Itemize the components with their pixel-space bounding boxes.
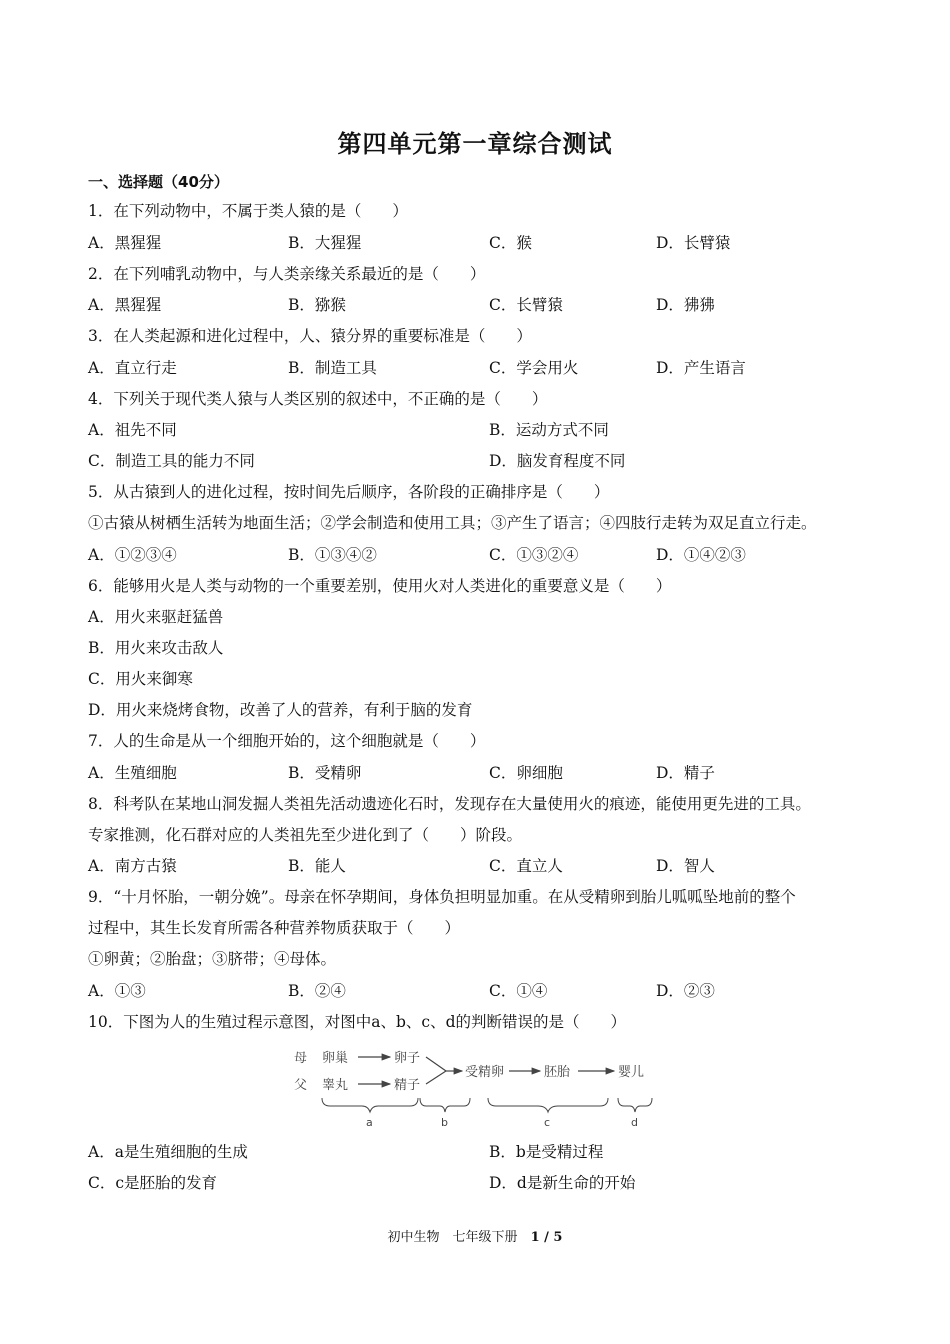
question-2-option-b: B．猕猴: [288, 296, 346, 314]
diagram-brace-c: [488, 1098, 608, 1112]
question-1-option-a: A．黑猩猩: [88, 234, 162, 252]
diagram-sperm-label: 精子: [394, 1078, 421, 1093]
question-7-option-a: A．生殖细胞: [88, 764, 177, 782]
diagram-mother-label: 母: [294, 1051, 308, 1066]
question-4-option-c: C．制造工具的能力不同: [88, 452, 255, 470]
question-7-option-c: C．卵细胞: [489, 764, 563, 782]
question-5-option-d: D．①④②③: [656, 546, 746, 564]
question-8-option-a: A．南方古猿: [88, 857, 177, 875]
question-1-option-c: C．猴: [489, 234, 532, 252]
question-8-stem-line-1: 8．科考队在某地山洞发掘人类祖先活动遗迹化石时，发现存在大量使用火的痕迹，能使用更先进的工具。: [88, 795, 811, 813]
reproduction-process-diagram: [284, 1040, 670, 1132]
diagram-testis-label: 睾丸: [322, 1078, 349, 1093]
question-10-option-b: B．b是受精过程: [489, 1143, 604, 1161]
page-footer: [0, 1226, 950, 1245]
footer-text: 初中生物 七年级下册: [387, 1230, 531, 1245]
question-10-option-d: D．d是新生命的开始: [489, 1174, 636, 1192]
question-6-option-c: C．用火来御寒: [88, 670, 193, 688]
diagram-label-d: d: [631, 1116, 638, 1129]
diagram-ovary-label: 卵巢: [322, 1051, 349, 1066]
question-1-stem: 1．在下列动物中，不属于类人猿的是（ ）: [88, 202, 408, 220]
question-6-option-a: A．用火来驱赶猛兽: [88, 608, 224, 626]
question-3-option-a: A．直立行走: [88, 359, 177, 377]
question-9-stem-line-1: 9．“十月怀胎，一朝分娩”。母亲在怀孕期间，身体负担明显加重。在从受精卵到胎儿呱呱坠地前的整个: [88, 888, 796, 906]
diagram-zygote-label: 受精卵: [465, 1065, 505, 1080]
question-8-stem-line-2: 专家推测，化石群对应的人类祖先至少进化到了（ ）阶段。: [88, 826, 523, 844]
diagram-label-a: a: [366, 1116, 373, 1129]
question-6-option-d: D．用火来烧烤食物，改善了人的营养，有利于脑的发育: [88, 701, 473, 719]
diagram-brace-d: [618, 1098, 652, 1112]
question-3-stem: 3．在人类起源和进化过程中，人、猿分界的重要标准是（ ）: [88, 327, 532, 345]
question-7-stem: 7．人的生命是从一个细胞开始的，这个细胞就是（ ）: [88, 732, 486, 750]
question-9-stem-line-2: 过程中，其生长发育所需各种营养物质获取于（ ）: [88, 919, 461, 937]
question-6-option-b: B．用火来攻击敌人: [88, 639, 224, 657]
section-heading: 一、选择题（40分）: [88, 173, 229, 191]
diagram-embryo-label: 胚胎: [544, 1065, 571, 1080]
question-8-option-b: B．能人: [288, 857, 346, 875]
diagram-merge-bracket: [426, 1057, 446, 1084]
question-6-stem: 6．能够用火是人类与动物的一个重要差别，使用火对人类进化的重要意义是（ ）: [88, 577, 672, 595]
question-2-option-c: C．长臂猿: [489, 296, 563, 314]
question-5-option-b: B．①③④②: [288, 546, 377, 564]
question-1-option-d: D．长臂猿: [656, 234, 731, 252]
page-title: 第四单元第一章综合测试: [337, 130, 613, 158]
diagram-father-label: 父: [294, 1078, 308, 1093]
diagram-brace-b: [420, 1098, 470, 1112]
question-4-option-a: A．祖先不同: [88, 421, 177, 439]
diagram-label-b: b: [441, 1116, 448, 1129]
question-9-option-a: A．①③: [88, 982, 146, 1000]
diagram-baby-label: 婴儿: [618, 1065, 645, 1080]
question-3-option-b: B．制造工具: [288, 359, 377, 377]
question-4-stem: 4．下列关于现代类人猿与人类区别的叙述中，不正确的是（ ）: [88, 390, 548, 408]
question-7-option-d: D．精子: [656, 764, 715, 782]
question-2-option-a: A．黑猩猩: [88, 296, 162, 314]
question-4-option-b: B．运动方式不同: [489, 421, 609, 439]
question-10-option-a: A．a是生殖细胞的生成: [88, 1143, 248, 1161]
question-5-stem: 5．从古猿到人的进化过程，按时间先后顺序，各阶段的正确排序是（ ）: [88, 483, 610, 501]
question-3-option-d: D．产生语言: [656, 359, 746, 377]
question-9-option-d: D．②③: [656, 982, 715, 1000]
question-9-info: ①卵黄；②胎盘；③脐带；④母体。: [88, 950, 337, 968]
diagram-egg-label: 卵子: [394, 1051, 421, 1066]
question-9-option-b: B．②④: [288, 982, 346, 1000]
question-4-option-d: D．脑发育程度不同: [489, 452, 626, 470]
question-10-option-c: C．c是胚胎的发育: [88, 1174, 218, 1192]
question-5-info: ①古猿从树栖生活转为地面生活；②学会制造和使用工具；③产生了语言；④四肢行走转为双足直立行走。: [88, 514, 817, 532]
question-8-option-c: C．直立人: [489, 857, 563, 875]
diagram-label-c: c: [544, 1116, 551, 1129]
question-3-option-c: C．学会用火: [489, 359, 579, 377]
question-5-option-a: A．①②③④: [88, 546, 177, 564]
question-7-option-b: B．受精卵: [288, 764, 362, 782]
question-10-stem: 10．下图为人的生殖过程示意图，对图中a、b、c、d的判断错误的是（ ）: [88, 1013, 626, 1031]
question-5-option-c: C．①③②④: [489, 546, 579, 564]
question-2-stem: 2．在下列哺乳动物中，与人类亲缘关系最近的是（ ）: [88, 265, 486, 283]
question-2-option-d: D．狒狒: [656, 296, 715, 314]
diagram-brace-a: [322, 1098, 418, 1112]
page-number: 1 / 5: [530, 1230, 563, 1245]
question-1-option-b: B．大猩猩: [288, 234, 362, 252]
question-8-option-d: D．智人: [656, 857, 715, 875]
question-9-option-c: C．①④: [489, 982, 548, 1000]
